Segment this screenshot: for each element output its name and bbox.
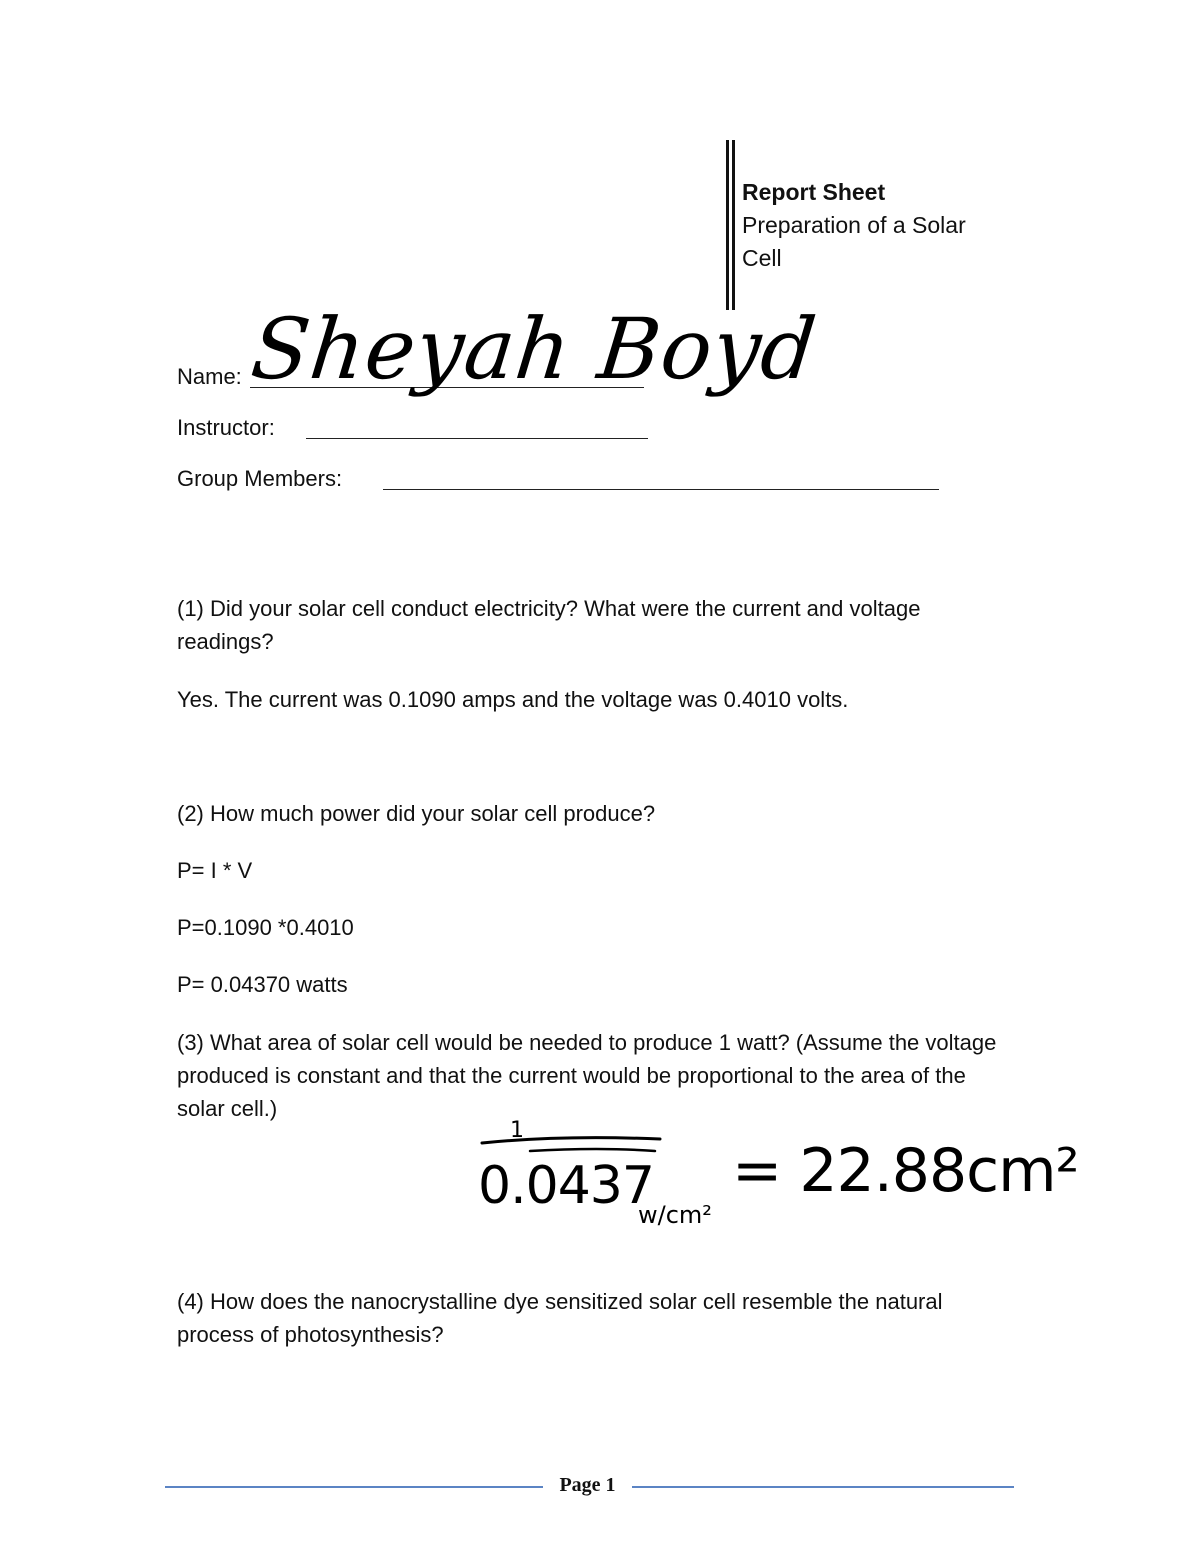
answer-2-line: P=0.1090 *0.4010 <box>177 915 354 940</box>
question-2: (2) How much power did your solar cell produce? <box>177 801 656 826</box>
header-rule <box>726 140 729 310</box>
handwriting-strokes <box>470 1115 1090 1245</box>
instructor-label: Instructor: <box>177 415 275 440</box>
name-label: Name: <box>177 364 242 389</box>
question-4: (4) How does the nanocrystalline dye sensitized solar cell resemble the natural process of photosynthesis? <box>177 1289 943 1347</box>
report-title: Report Sheet <box>742 179 886 205</box>
answer-1: Yes. The current was 0.1090 amps and the voltage was 0.4010 volts. <box>177 687 849 712</box>
instructor-field[interactable] <box>306 438 648 439</box>
report-header <box>742 176 1002 275</box>
answer-2-line: P= I * V <box>177 858 253 883</box>
calc-numerator: 1 <box>510 1118 524 1143</box>
question-3: (3) What area of solar cell would be needed to produce 1 watt? (Assume the voltage produced is constant and that the current would be proportional to the area of the solar cell.) <box>177 1030 997 1121</box>
group-members-label: Group Members: <box>177 466 343 491</box>
handwritten-calculation <box>470 1115 1090 1245</box>
answer-2-line: P= 0.04370 watts <box>177 972 348 997</box>
page-number: Page 1 <box>559 1474 616 1496</box>
calc-unit: w/cm² <box>638 1201 712 1229</box>
calc-result: = 22.88cm² <box>732 1136 1079 1206</box>
signature: Sheyah Boyd <box>246 300 822 398</box>
footer-rule <box>165 1486 543 1488</box>
question-1: (1) Did your solar cell conduct electricity? What were the current and voltage readings? <box>177 596 921 654</box>
report-subtitle: Preparation of a Solar Cell <box>742 212 966 271</box>
calc-denominator: 0.0437 <box>478 1156 654 1216</box>
header-rule <box>732 140 735 310</box>
footer-rule <box>632 1486 1014 1488</box>
group-members-field[interactable] <box>383 489 939 490</box>
